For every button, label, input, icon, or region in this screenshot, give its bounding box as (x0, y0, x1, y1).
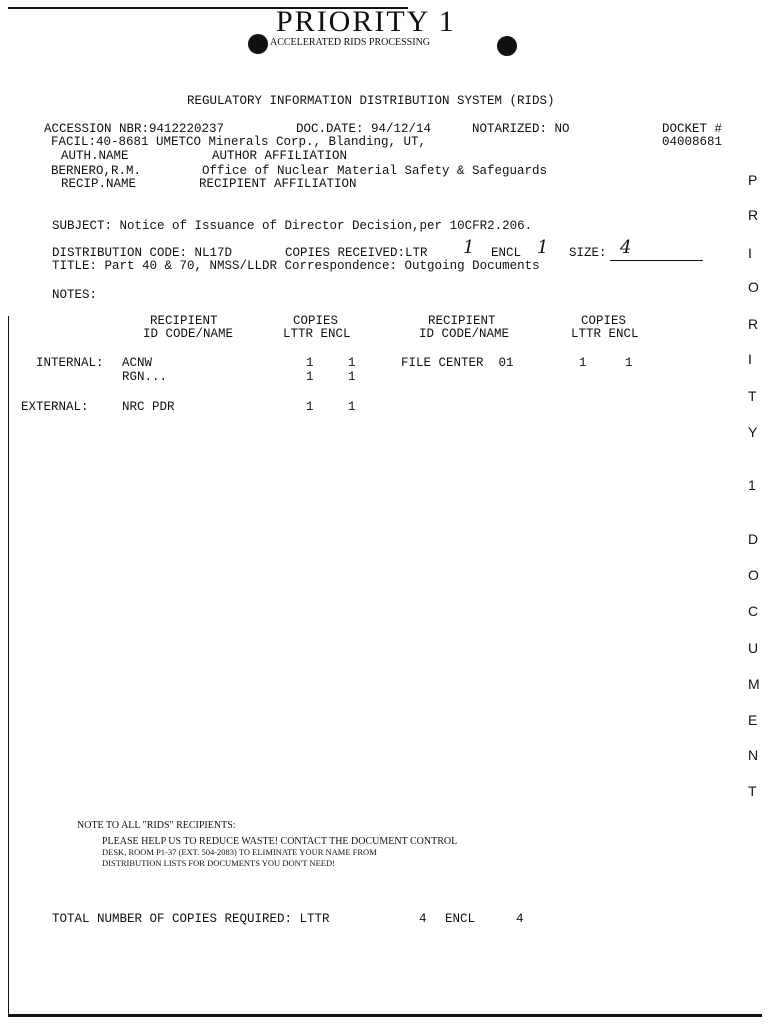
docket-label: DOCKET # (662, 122, 723, 136)
side-letter: O (748, 279, 759, 295)
size-label: SIZE: (569, 246, 607, 260)
copies-header-left: COPIES (293, 314, 339, 328)
side-letter: N (748, 747, 759, 763)
side-letter: U (748, 640, 759, 656)
left-rule (8, 316, 9, 1016)
side-letter: O (748, 567, 759, 583)
id-code-header-left: ID CODE/NAME (143, 327, 234, 341)
table-row-name: ACNW (122, 356, 153, 370)
note-line-1: PLEASE HELP US TO REDUCE WASTE! CONTACT THE DOCUMENT CONTROL (102, 836, 458, 847)
internal-section-label: INTERNAL: (36, 356, 104, 370)
size-underline (610, 260, 703, 261)
priority-title: PRIORITY 1 (276, 5, 456, 38)
facility: FACIL:40-8681 UMETCO Minerals Corp., Blanding, UT, (51, 135, 427, 149)
total-lttr-value: 4 (419, 912, 427, 926)
accession-number: ACCESSION NBR:9412220237 (44, 122, 225, 136)
side-letter: T (748, 783, 757, 799)
encl-handwritten: 1 (537, 237, 549, 258)
side-letter: R (748, 316, 759, 332)
table-row-name: RGN... (122, 370, 168, 384)
table-row-lttr-right: 1 (579, 356, 587, 370)
recipient-header-left: RECIPIENT (150, 314, 218, 328)
side-letter: R (748, 207, 759, 223)
side-letter: C (748, 603, 759, 619)
notes-label: NOTES: (52, 288, 98, 302)
recipient-header-right: RECIPIENT (428, 314, 496, 328)
side-letter: I (748, 245, 752, 261)
table-row-encl-right: 1 (625, 356, 633, 370)
total-encl-label: ENCL (445, 912, 476, 926)
copies-received-label: COPIES RECEIVED:LTR (285, 246, 428, 260)
table-row-lttr: 1 (306, 370, 314, 384)
subject: SUBJECT: Notice of Issuance of Director Decision,per 10CFR2.206. (52, 219, 533, 233)
table-row-encl: 1 (348, 356, 356, 370)
system-title: REGULATORY INFORMATION DISTRIBUTION SYSTEM (RIDS) (187, 94, 555, 108)
external-section-label: EXTERNAL: (21, 400, 89, 414)
table-row-encl: 1 (348, 370, 356, 384)
doc-date: DOC.DATE: 94/12/14 (296, 122, 432, 136)
side-letter: 1 (748, 477, 756, 493)
author-affiliation: Office of Nuclear Material Safety & Safeguards (202, 164, 548, 178)
document-title: TITLE: Part 40 & 70, NMSS/LLDR Correspondence: Outgoing Documents (52, 259, 540, 273)
right-bullet-icon (497, 36, 517, 56)
left-bullet-icon (248, 34, 268, 54)
table-row-name: NRC PDR (122, 400, 175, 414)
side-letter: T (748, 388, 757, 404)
side-letter: D (748, 531, 759, 547)
author-affiliation-label: AUTHOR AFFILIATION (212, 149, 348, 163)
note-line-2: DESK, ROOM P1-37 (EXT. 504-2083) TO ELIMINATE YOUR NAME FROM (102, 847, 377, 857)
side-letter: Y (748, 424, 758, 440)
distribution-code: DISTRIBUTION CODE: NL17D (52, 246, 233, 260)
auth-name-label: AUTH.NAME (61, 149, 129, 163)
id-code-header-right: ID CODE/NAME (419, 327, 510, 341)
copies-header-right: COPIES (581, 314, 627, 328)
side-letter: M (748, 676, 760, 692)
table-row-name-right: FILE CENTER 01 (401, 356, 514, 370)
lttr-encl-header-right: LTTR ENCL (571, 327, 639, 341)
docket-number: 04008681 (662, 135, 723, 149)
note-line-3: DISTRIBUTION LISTS FOR DOCUMENTS YOU DON'T NEED! (102, 858, 335, 868)
note-heading: NOTE TO ALL "RIDS" RECIPIENTS: (77, 820, 236, 831)
ltr-handwritten: 1 (463, 237, 475, 258)
total-encl-value: 4 (516, 912, 524, 926)
author-name: BERNERO,R.M. (51, 164, 142, 178)
size-handwritten: 4 (620, 237, 632, 258)
side-letter: I (748, 351, 752, 367)
notarized: NOTARIZED: NO (472, 122, 570, 136)
priority-subtitle: ACCELERATED RIDS PROCESSING (270, 37, 431, 48)
encl-label: ENCL (491, 246, 522, 260)
recip-name-label: RECIP.NAME (61, 177, 137, 191)
recipient-affiliation-label: RECIPIENT AFFILIATION (199, 177, 357, 191)
table-row-lttr: 1 (306, 400, 314, 414)
side-letter: P (748, 172, 758, 188)
lttr-encl-header-left: LTTR ENCL (283, 327, 351, 341)
table-row-lttr: 1 (306, 356, 314, 370)
side-letter: E (748, 712, 758, 728)
table-row-encl: 1 (348, 400, 356, 414)
bottom-rule (8, 1014, 762, 1017)
total-copies-label: TOTAL NUMBER OF COPIES REQUIRED: LTTR (52, 912, 330, 926)
